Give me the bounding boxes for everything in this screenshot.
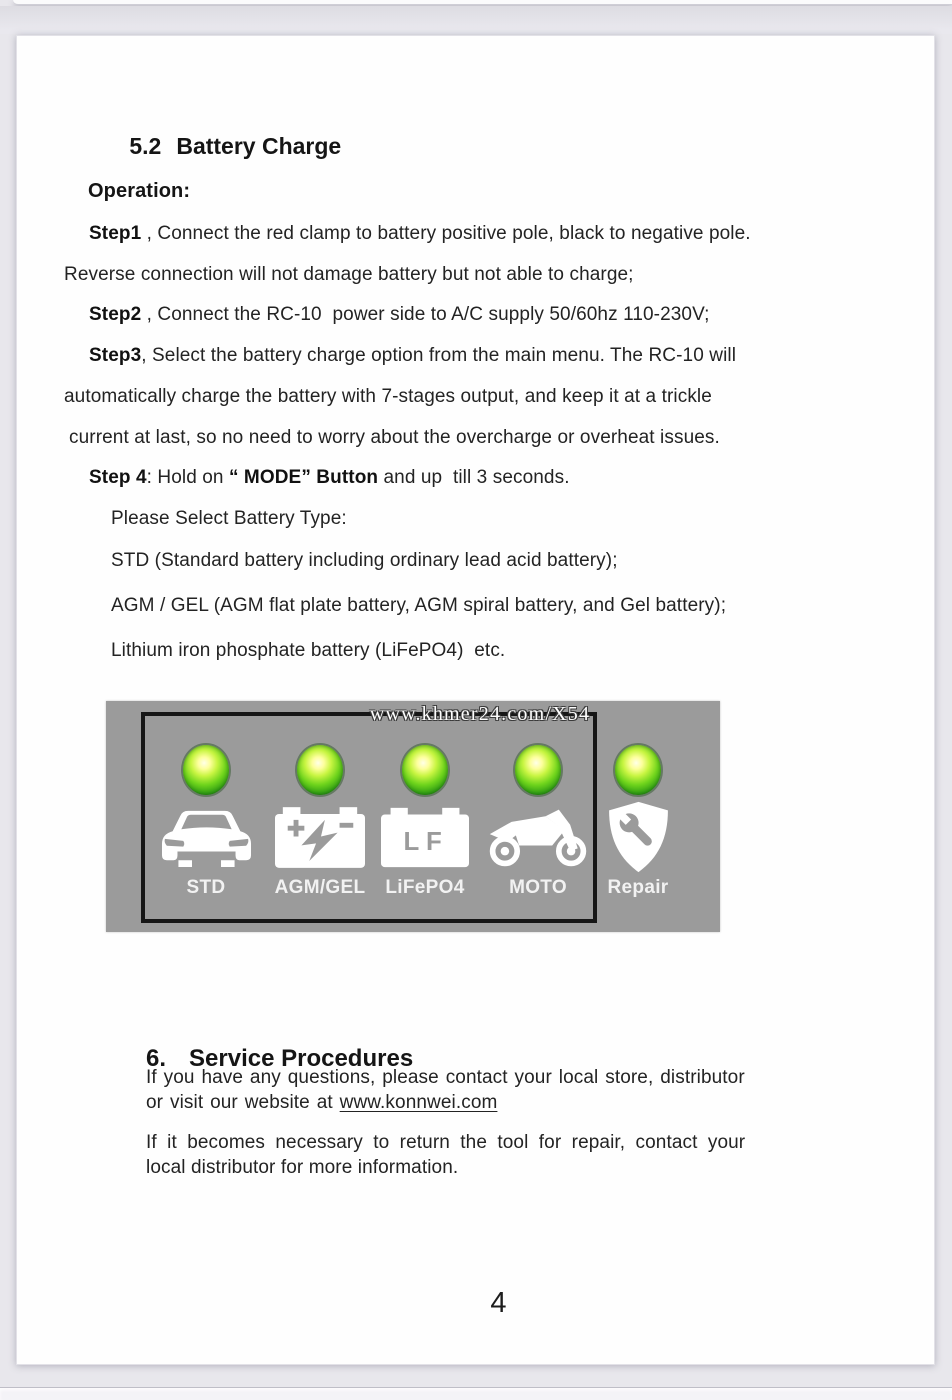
step2-line — [89, 304, 710, 326]
step4-text-1: : Hold on — [146, 467, 229, 488]
svg-text:LF: LF — [403, 827, 449, 856]
section-5-2-title: Battery Charge — [176, 133, 342, 159]
section-6-title: Service Procedures — [189, 1045, 414, 1072]
motorcycle-icon — [486, 801, 590, 873]
agm-battery-icon — [275, 801, 365, 873]
std-led-indicator — [183, 745, 229, 795]
agm-gel-led-indicator — [297, 745, 343, 795]
service-para1-line2-text: or visit our website at — [146, 1092, 340, 1113]
step4-line — [89, 467, 570, 489]
step1-continuation: Reverse connection will not damage battery but not able to charge; — [64, 264, 634, 285]
step3-line — [89, 345, 736, 367]
battery-type-std: STD (Standard battery including ordinary lead acid battery); — [111, 550, 618, 571]
step4-mode-button-text: “ MODE” Button — [228, 467, 379, 488]
mode-label-lifepo4: LiFePO4 — [385, 877, 465, 898]
watermark-text: www.khmer24.com/X54 — [369, 703, 591, 725]
step2-label: Step2 — [89, 304, 142, 325]
step3-continuation-1: automatically charge the battery with 7-stages output, and keep it at a trickle — [64, 386, 712, 407]
car-icon — [158, 801, 255, 873]
step1-line — [89, 223, 751, 245]
mode-agm-gel — [260, 745, 380, 899]
next-page-edge — [0, 1387, 952, 1400]
moto-led-indicator — [515, 745, 561, 795]
operation-label: Operation: — [88, 180, 191, 202]
step1-label: Step1 — [89, 223, 142, 244]
service-para1-line1: If you have any questions, please contact your local store, distributor — [146, 1067, 745, 1088]
page-gap-shadow — [0, 6, 952, 34]
section-6-number: 6. — [146, 1045, 167, 1072]
konnwei-website-link[interactable]: www.konnwei.com — [339, 1092, 498, 1113]
battery-type-agm-gel: AGM / GEL (AGM flat plate battery, AGM spiral battery, and Gel battery); — [111, 595, 727, 616]
mode-label-moto: MOTO — [509, 877, 567, 898]
step3-continuation-2: current at last, so no need to worry about the overcharge or overheat issues. — [69, 427, 720, 448]
previous-page-edge — [13, 0, 952, 5]
section-5-2-heading — [91, 106, 341, 187]
step3-label: Step3 — [89, 345, 142, 366]
page-number: 4 — [490, 1287, 507, 1319]
lifepo4-led-indicator — [402, 745, 448, 795]
service-para2-line1: If it becomes necessary to return the tool for repair, contact your — [146, 1132, 746, 1153]
charger-mode-panel-image — [106, 701, 720, 932]
mode-label-std: STD — [186, 877, 226, 898]
lifepo4-battery-icon — [381, 801, 469, 873]
battery-type-lithium: Lithium iron phosphate battery (LiFePO4) etc. — [111, 640, 506, 661]
step3-text: , Select the battery charge option from the main menu. The RC-10 will — [141, 345, 737, 366]
battery-type-prompt: Please Select Battery Type: — [111, 508, 347, 529]
mode-label-agm-gel: AGM/GEL — [274, 877, 366, 898]
step4-label: Step 4 — [89, 467, 147, 488]
step2-text: , Connect the RC-10 power side to A/C supply 50/60hz 110-230V; — [141, 304, 710, 325]
repair-shield-icon — [607, 801, 670, 873]
manual-page — [16, 35, 935, 1365]
service-para2-line2: local distributor for more information. — [146, 1157, 459, 1178]
mode-std — [146, 745, 266, 899]
mode-repair — [578, 745, 698, 899]
service-para1-line2 — [146, 1092, 497, 1114]
section-5-2-number: 5.2 — [129, 133, 162, 159]
mode-lifepo4 — [365, 745, 485, 899]
mode-label-repair: Repair — [607, 877, 669, 898]
step4-text-2: and up till 3 seconds. — [378, 467, 570, 488]
step1-text: , Connect the red clamp to battery positive pole, black to negative pole. — [141, 223, 751, 244]
repair-led-indicator — [615, 745, 661, 795]
